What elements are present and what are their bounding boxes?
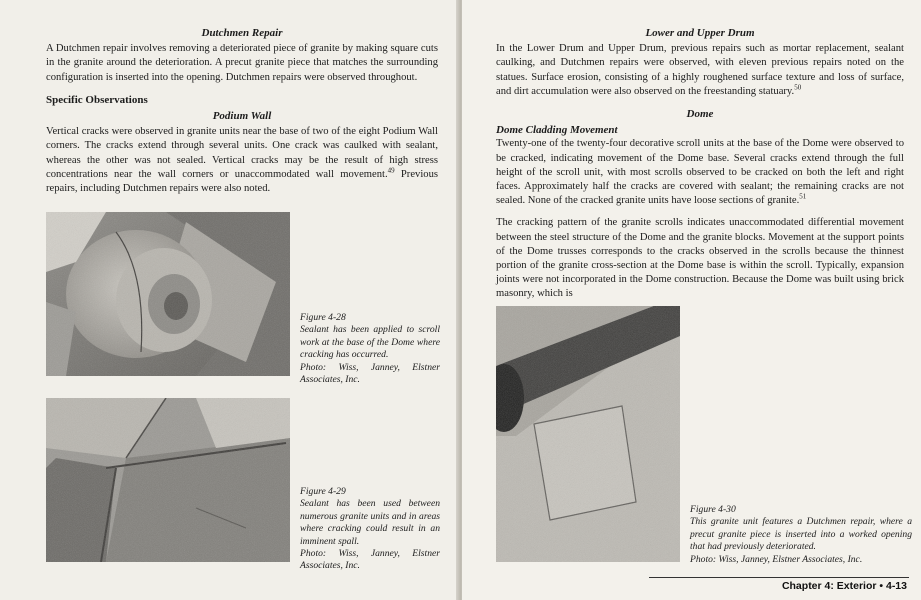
figure-4-28-credit: Photo: Wiss, Janney, Elstner Associates, Inc. (300, 361, 440, 386)
figure-4-28-label: Figure 4-28 (300, 312, 346, 323)
dutchmen-heading: Dutchmen Repair (201, 27, 283, 39)
footnote-51: 51 (799, 192, 807, 201)
figure-4-30-photo (496, 306, 680, 562)
figure-4-28-text: Sealant has been applied to scroll work at the base of the Dome where cracking has occurred. (300, 324, 440, 361)
figure-4-29-text: Sealant has been used between numerous granite units and in areas where cracking could result in an imminent spall. (300, 498, 440, 547)
figure-4-29-photo (46, 398, 290, 562)
podium-wall-heading: Podium Wall (212, 110, 272, 123)
dutchmen-photo-image (496, 306, 680, 562)
figure-4-29-credit: Photo: Wiss, Janney, Elstner Associates, Inc. (300, 548, 440, 572)
sealant-photo-image (46, 398, 290, 562)
figure-4-30-label: Figure 4-30 (690, 504, 736, 515)
cladding-text: Twenty-one of the twenty-four decorative scroll units at the base of the Dome were observed to be cracked, indicating movement of the Dome base. Several cracks extend through the full height of the scroll unit, with most scrolls observed to be cracked on both the left and right faces. Approximately half the cracks are covered with sealant; the remaining cracks are not sealed. None of the cracked granite units have loose sections of granite. (496, 138, 904, 207)
specific-observations-heading: Specific Observations (46, 93, 148, 106)
pattern-paragraph: The cracking pattern of the granite scrolls indicates unaccommodated differential movement between the steel structure of the Dome and the granite blocks. Movement at the support points of the Dome trusses corresponds to the cracks observed in the scrolls because the thinnest portion of the granite cross-section at the Dome base is within the scroll. Typically, expansion joints were not incorporated in the Dome construction. Because the Dome was built using brick masonry, which is (496, 217, 904, 300)
figure-4-30-credit: Photo: Wiss, Janney, Elstner Associates, Inc. (690, 553, 863, 565)
drum-heading: Lower and Upper Drum (645, 27, 755, 39)
cladding-paragraph (496, 137, 904, 208)
footer-rule (649, 577, 909, 578)
figure-4-30-caption (690, 504, 912, 566)
footnote-49: 49 (387, 166, 395, 175)
dome-heading: Dome (686, 108, 714, 121)
dutchmen-paragraph: A Dutchmen repair involves removing a deteriorated piece of granite by making square cuts in the granite around the deterioration. A precut granite piece that matches the surrounding configuration is inserted into the opening. Dutchmen repairs were observed throughout. (46, 43, 438, 83)
podium-paragraph (46, 125, 438, 196)
dome-cladding-heading: Dome Cladding Movement (496, 124, 618, 137)
podium-text-2: Previous repairs, including Dutchmen repairs were also noted. (46, 168, 438, 195)
figure-4-28-photo (46, 212, 290, 376)
footnote-50: 50 (794, 83, 802, 92)
figure-4-29-label: Figure 4-29 (300, 486, 346, 497)
figure-4-30-text: This granite unit features a Dutchmen repair, where a precut granite piece is inserted into a worked opening that had previously deteriorated. (690, 516, 912, 553)
right-text-column (496, 26, 904, 310)
left-page (0, 0, 459, 600)
podium-text: Vertical cracks were observed in granite units near the base of two of the eight Podium Wall corners. The cracks extend through several units. One crack was caulked with sealant, whereas the other was not sealed. Vertical cracks may be the result of high stress concentrations near the wall corners or unaccommodated wall movement. (46, 126, 438, 180)
figure-4-29-caption (300, 486, 440, 573)
drum-text: In the Lower Drum and Upper Drum, previous repairs such as mortar replacement, sealant caulking, and Dutchmen repairs were observed, with eleven previous repairs noted on the statues. Surface erosion, consisting of a highly roughened surface texture and loss of surface, and dirt accumulation were also observed on the freestanding statuary. (496, 43, 904, 97)
left-text-column (46, 26, 438, 204)
drum-paragraph (496, 42, 904, 99)
page-footer: Chapter 4: Exterior • 4-13 (781, 580, 907, 592)
figure-4-28-caption (300, 312, 440, 386)
scroll-photo-image (46, 212, 290, 376)
right-page (462, 0, 921, 600)
